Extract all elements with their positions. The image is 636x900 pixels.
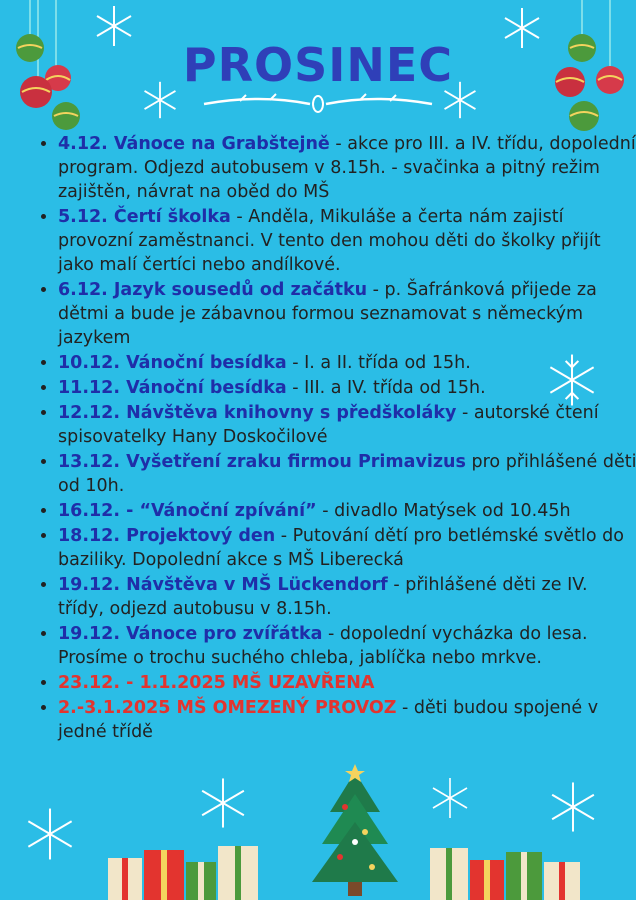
event-item xyxy=(58,132,636,204)
event-title: 23.12. - 1.1.2025 MŠ UZAVŘENA xyxy=(58,673,375,693)
event-description: - Anděla, Mikuláše a čerta nám zajistí provozní zaměstnanci. V tento den mohou děti do školky přijít jako malí čertíci nebo andílkové. xyxy=(58,207,601,275)
event-title: 19.12. Vánoce pro zvířátka xyxy=(58,624,323,644)
event-item xyxy=(58,622,636,670)
event-title: 19.12. Návštěva v MŠ Lückendorf xyxy=(58,575,388,595)
event-title: 10.12. Vánoční besídka xyxy=(58,353,287,373)
event-description: - přihlášené děti ze IV. třídy, odjezd autobusu v 8.15h. xyxy=(58,575,588,619)
event-description: - I. a II. třída od 15h. xyxy=(286,353,471,373)
event-description: pro přihlášené děti od 10h. xyxy=(58,452,636,496)
event-title: 11.12. Vánoční besídka xyxy=(58,378,287,398)
event-item xyxy=(58,376,636,400)
event-description: - dopolední vycházka do lesa. Prosíme o trochu suchého chleba, jablíčka nebo mrkve. xyxy=(58,624,588,668)
event-list xyxy=(38,132,636,745)
event-description: - Putování dětí pro betlémské světlo do baziliky. Dopolední akce s MŠ Liberecká xyxy=(58,526,624,570)
flourish-icon xyxy=(200,92,436,118)
snowflake-icon xyxy=(428,776,472,820)
event-title: 2.-3.1.2025 MŠ OMEZENÝ PROVOZ xyxy=(58,698,397,718)
event-description: - p. Šafránková přijede za dětmi a bude je zábavnou formou seznamovat s německým jazykem xyxy=(58,280,597,348)
snowflake-icon xyxy=(22,806,78,862)
event-item xyxy=(58,573,636,621)
event-description: - akce pro III. a IV. třídu, dopolední program. Odjezd autobusem v 8.15h. - svačinka a pitný režim zajištěn, návrat na oběd do MŠ xyxy=(58,134,636,202)
snowflake-icon xyxy=(196,776,250,830)
snowflake-icon xyxy=(546,780,600,834)
event-item xyxy=(58,401,636,449)
event-item xyxy=(58,205,636,277)
event-item xyxy=(58,450,636,498)
event-title: 4.12. Vánoce na Grabštejně xyxy=(58,134,330,154)
gift-icon xyxy=(104,842,264,900)
gift-icon xyxy=(426,842,586,900)
event-title: 18.12. Projektový den xyxy=(58,526,276,546)
event-title: 13.12. Vyšetření zraku firmou Primavizus xyxy=(58,452,466,472)
event-item xyxy=(58,671,636,695)
event-description: - divadlo Matýsek od 10.45h xyxy=(316,501,571,521)
page-title: PROSINEC xyxy=(182,38,454,92)
event-title: 5.12. Čertí školka xyxy=(58,207,231,227)
event-description: - děti budou spojené v jedné třídě xyxy=(58,698,599,742)
event-title: 16.12. - “Vánoční zpívání” xyxy=(58,501,317,521)
event-item xyxy=(58,351,636,375)
event-item xyxy=(58,524,636,572)
christmas-tree-icon xyxy=(300,762,410,900)
event-item xyxy=(58,278,636,350)
event-title: 6.12. Jazyk sousedů od začátku xyxy=(58,280,368,300)
event-description: - III. a IV. třída od 15h. xyxy=(286,378,486,398)
event-item xyxy=(58,499,636,523)
event-description: - autorské čtení spisovatelky Hany Doskočilové xyxy=(58,403,599,447)
event-item xyxy=(58,696,636,744)
event-title: 12.12. Návštěva knihovny s předškoláky xyxy=(58,403,457,423)
